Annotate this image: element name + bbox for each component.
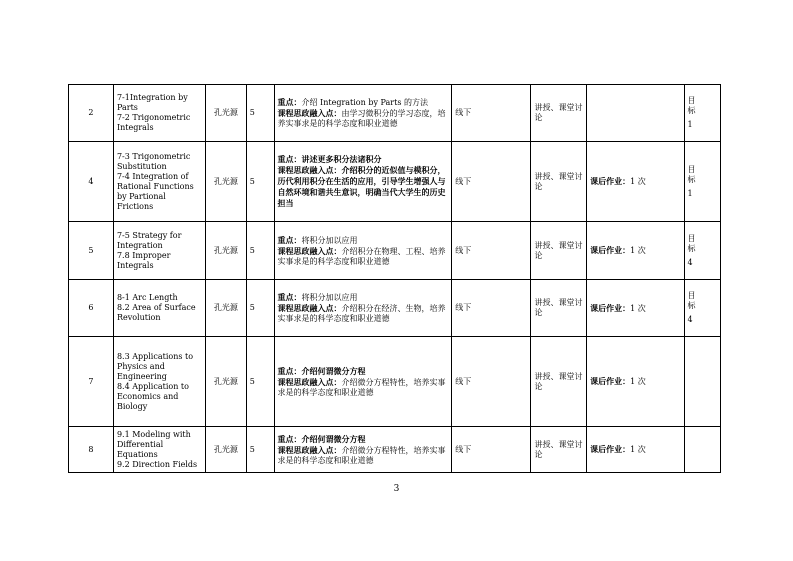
homework-count: 1 次 bbox=[630, 377, 646, 386]
teacher-name: 孔光源 bbox=[213, 303, 238, 312]
teaching-method: 讲授、课堂讨论 bbox=[534, 103, 583, 122]
week-number: 8 bbox=[88, 444, 94, 454]
focus-label: 重点： bbox=[277, 154, 302, 164]
ideology-line bbox=[278, 303, 449, 324]
focus-line bbox=[278, 97, 449, 108]
teaching-method: 讲授、课堂讨论 bbox=[534, 371, 583, 391]
teaching-method: 讲授、课堂讨论 bbox=[534, 298, 583, 317]
content-cell bbox=[274, 142, 452, 222]
topic-line: Integrals bbox=[116, 123, 154, 132]
teaching-method: 讲授、课堂讨论 bbox=[534, 439, 583, 459]
topic-line: 7-5 Strategy for bbox=[116, 230, 182, 240]
topic-line: Biology bbox=[116, 401, 148, 411]
hours-cell bbox=[246, 142, 274, 222]
week-number-cell bbox=[69, 427, 114, 473]
topic-cell bbox=[113, 85, 205, 142]
hours-value: 5 bbox=[249, 444, 255, 454]
teacher-cell bbox=[206, 427, 247, 473]
ideology-text: 介绍积分在物理、工程、培养实事求是的科学态度和职业道德 bbox=[277, 246, 446, 266]
week-number-cell bbox=[69, 337, 114, 427]
focus-line bbox=[278, 434, 449, 445]
method-cell bbox=[531, 337, 587, 427]
page-number: 3 bbox=[393, 484, 400, 494]
ideology-text: 介绍积分的近似值与模积分，历代利用积分在生活的应用，引导学生增强人与自然环境和谐共生意识，明确当代大学生的历史担当 bbox=[277, 165, 446, 208]
teaching-mode: 线下 bbox=[455, 245, 472, 255]
table-row bbox=[69, 427, 721, 473]
topic-line: 8-1 Arc Length bbox=[116, 293, 178, 302]
ideology-text: 由学习微积分的学习态度，培养实事求是的科学态度和职业道德 bbox=[277, 109, 446, 128]
topic-line: 8.4 Application to bbox=[116, 381, 189, 391]
method-cell bbox=[531, 142, 587, 222]
ideology-line bbox=[278, 445, 449, 466]
focus-text: 讲述更多积分法诸积分 bbox=[301, 154, 382, 164]
hours-cell bbox=[246, 280, 274, 337]
content-cell bbox=[274, 427, 452, 473]
week-number-cell bbox=[69, 280, 114, 337]
content-cell bbox=[274, 337, 452, 427]
teacher-cell bbox=[206, 222, 247, 280]
teaching-mode: 线下 bbox=[455, 303, 472, 312]
week-number-cell bbox=[69, 142, 114, 222]
topic-line: Physics and bbox=[116, 361, 165, 371]
teacher-name: 孔光源 bbox=[213, 245, 238, 255]
week-number: 7 bbox=[88, 376, 94, 386]
homework-label: 课后作业： bbox=[590, 245, 631, 255]
topic-line: Rational Functions bbox=[116, 181, 194, 191]
mode-cell bbox=[452, 337, 531, 427]
objective-number: 4 bbox=[687, 257, 693, 267]
ideology-label: 课程思政融入点： bbox=[277, 108, 342, 118]
ideology-text: 介绍积分在经济、生物，培养实事求是的科学态度和职业道德 bbox=[277, 304, 446, 323]
topic-line: 8.2 Area of Surface bbox=[116, 303, 196, 312]
focus-text: 介绍 Integration by Parts 的方法 bbox=[301, 98, 428, 107]
topic-line: Engineering bbox=[116, 371, 167, 381]
focus-line bbox=[278, 366, 449, 377]
ideology-label: 课程思政融入点： bbox=[277, 376, 342, 387]
teacher-cell bbox=[206, 142, 247, 222]
teacher-cell bbox=[206, 337, 247, 427]
topic-line: Integrals bbox=[116, 260, 154, 270]
objective-cell bbox=[684, 85, 720, 142]
mode-cell bbox=[452, 142, 531, 222]
teacher-name: 孔光源 bbox=[213, 376, 238, 386]
table-row bbox=[69, 337, 721, 427]
focus-label: 重点： bbox=[277, 234, 302, 245]
mode-cell bbox=[452, 222, 531, 280]
objective-number: 4 bbox=[687, 315, 693, 324]
focus-line bbox=[278, 154, 449, 165]
topic-line: 7-3 Trigonometric bbox=[116, 151, 191, 161]
focus-label: 重点： bbox=[277, 292, 302, 302]
topic-line: 7-4 Integration of bbox=[116, 171, 189, 181]
homework-label: 课后作业： bbox=[590, 302, 631, 313]
method-cell bbox=[531, 280, 587, 337]
homework-label: 课后作业： bbox=[590, 176, 631, 186]
content-cell bbox=[274, 280, 452, 337]
focus-label: 重点： bbox=[277, 365, 302, 376]
topic-line: 9.2 Direction Fields bbox=[116, 459, 198, 469]
mode-cell bbox=[452, 280, 531, 337]
week-number: 2 bbox=[88, 108, 94, 117]
teacher-cell bbox=[206, 280, 247, 337]
hours-value: 5 bbox=[249, 176, 255, 186]
ideology-label: 课程思政融入点： bbox=[277, 303, 342, 313]
focus-text: 将积分加以应用 bbox=[301, 235, 358, 245]
content-cell bbox=[274, 222, 452, 280]
teaching-method: 讲授、课堂讨论 bbox=[534, 171, 583, 191]
ideology-label: 课程思政融入点： bbox=[277, 165, 342, 175]
homework-label: 课后作业： bbox=[590, 444, 631, 454]
week-number: 4 bbox=[88, 176, 94, 186]
teacher-name: 孔光源 bbox=[213, 176, 238, 186]
ideology-line bbox=[278, 377, 449, 398]
ideology-text: 介绍微分方程特性，培养实事求是的科学态度和职业道德 bbox=[277, 377, 446, 397]
hours-cell bbox=[246, 427, 274, 473]
mode-cell bbox=[452, 85, 531, 142]
objective-cell bbox=[684, 337, 720, 427]
focus-label: 重点： bbox=[277, 97, 302, 107]
objective-label: 目 标 bbox=[687, 291, 706, 310]
ideology-line bbox=[278, 246, 449, 267]
teaching-mode: 线下 bbox=[455, 108, 472, 117]
teacher-name: 孔光源 bbox=[213, 444, 238, 454]
table-row bbox=[69, 280, 721, 337]
topic-line: Economics and bbox=[116, 391, 179, 401]
objective-label: 目 标 bbox=[687, 164, 706, 184]
homework-cell bbox=[587, 222, 684, 280]
topic-cell bbox=[113, 337, 205, 427]
hours-value: 5 bbox=[249, 108, 255, 117]
topic-line: 7.8 Improper bbox=[116, 250, 171, 260]
hours-value: 5 bbox=[249, 376, 255, 386]
hours-value: 5 bbox=[249, 303, 255, 312]
ideology-line bbox=[278, 165, 449, 209]
homework-count: 1 次 bbox=[630, 445, 646, 454]
ideology-text: 介绍微分方程特性，培养实事求是的科学态度和职业道德 bbox=[277, 445, 446, 465]
method-cell bbox=[531, 222, 587, 280]
teaching-mode: 线下 bbox=[455, 376, 472, 386]
ideology-label: 课程思政融入点： bbox=[277, 245, 342, 256]
focus-text: 将积分加以应用 bbox=[301, 293, 358, 302]
objective-number: 1 bbox=[687, 120, 693, 129]
table-row bbox=[69, 142, 721, 222]
homework-cell bbox=[587, 337, 684, 427]
teaching-mode: 线下 bbox=[455, 444, 472, 454]
topic-cell bbox=[113, 280, 205, 337]
hours-cell bbox=[246, 222, 274, 280]
focus-text: 介绍何谓微分方程 bbox=[301, 365, 366, 376]
week-number-cell bbox=[69, 85, 114, 142]
teacher-name: 孔光源 bbox=[213, 108, 238, 117]
objective-cell bbox=[684, 427, 720, 473]
teaching-method: 讲授、课堂讨论 bbox=[534, 240, 583, 260]
homework-count: 1 次 bbox=[630, 303, 646, 313]
homework-cell bbox=[587, 280, 684, 337]
table-row bbox=[69, 85, 721, 142]
focus-label: 重点： bbox=[277, 433, 302, 444]
objective-cell bbox=[684, 280, 720, 337]
topic-line: Integration bbox=[116, 240, 163, 250]
hours-cell bbox=[246, 85, 274, 142]
mode-cell bbox=[452, 427, 531, 473]
topic-line: 8.3 Applications to bbox=[116, 351, 194, 361]
teacher-cell bbox=[206, 85, 247, 142]
homework-count: 1 次 bbox=[630, 246, 646, 255]
week-number: 5 bbox=[88, 245, 94, 255]
ideology-line bbox=[278, 108, 449, 129]
ideology-label: 课程思政融入点： bbox=[277, 444, 342, 455]
topic-line: Revolution bbox=[116, 313, 161, 322]
homework-count: 1 次 bbox=[630, 177, 646, 186]
topic-line: by Partional bbox=[116, 191, 166, 201]
topic-line: 7-2 Trigonometric bbox=[116, 113, 191, 122]
method-cell bbox=[531, 85, 587, 142]
homework-cell bbox=[587, 427, 684, 473]
objective-label: 目 标 bbox=[687, 96, 706, 115]
hours-value: 5 bbox=[249, 245, 255, 255]
focus-line bbox=[278, 292, 449, 303]
topic-cell bbox=[113, 142, 205, 222]
topic-line: 9.1 Modeling with bbox=[116, 429, 191, 439]
objective-cell bbox=[684, 222, 720, 280]
topic-line: Parts bbox=[116, 103, 138, 112]
table-row bbox=[69, 222, 721, 280]
homework-label: 课后作业： bbox=[590, 376, 631, 386]
method-cell bbox=[531, 427, 587, 473]
topic-cell bbox=[113, 222, 205, 280]
topic-line: 7-1Integration by bbox=[116, 93, 188, 102]
hours-cell bbox=[246, 337, 274, 427]
focus-line bbox=[278, 235, 449, 246]
week-number: 6 bbox=[88, 303, 94, 312]
week-number-cell bbox=[69, 222, 114, 280]
homework-cell bbox=[587, 142, 684, 222]
topic-line: Substitution bbox=[116, 161, 167, 171]
content-cell bbox=[274, 85, 452, 142]
objective-label: 目 标 bbox=[687, 233, 706, 253]
homework-cell bbox=[587, 85, 684, 142]
course-schedule-table bbox=[68, 84, 721, 473]
objective-cell bbox=[684, 142, 720, 222]
objective-number: 1 bbox=[687, 188, 693, 198]
topic-cell bbox=[113, 427, 205, 473]
topic-line: Differential bbox=[116, 439, 164, 449]
teaching-mode: 线下 bbox=[455, 176, 472, 186]
topic-line: Equations bbox=[116, 449, 158, 459]
topic-line: Frictions bbox=[116, 201, 154, 211]
focus-text: 介绍何谓微分方程 bbox=[301, 433, 366, 444]
